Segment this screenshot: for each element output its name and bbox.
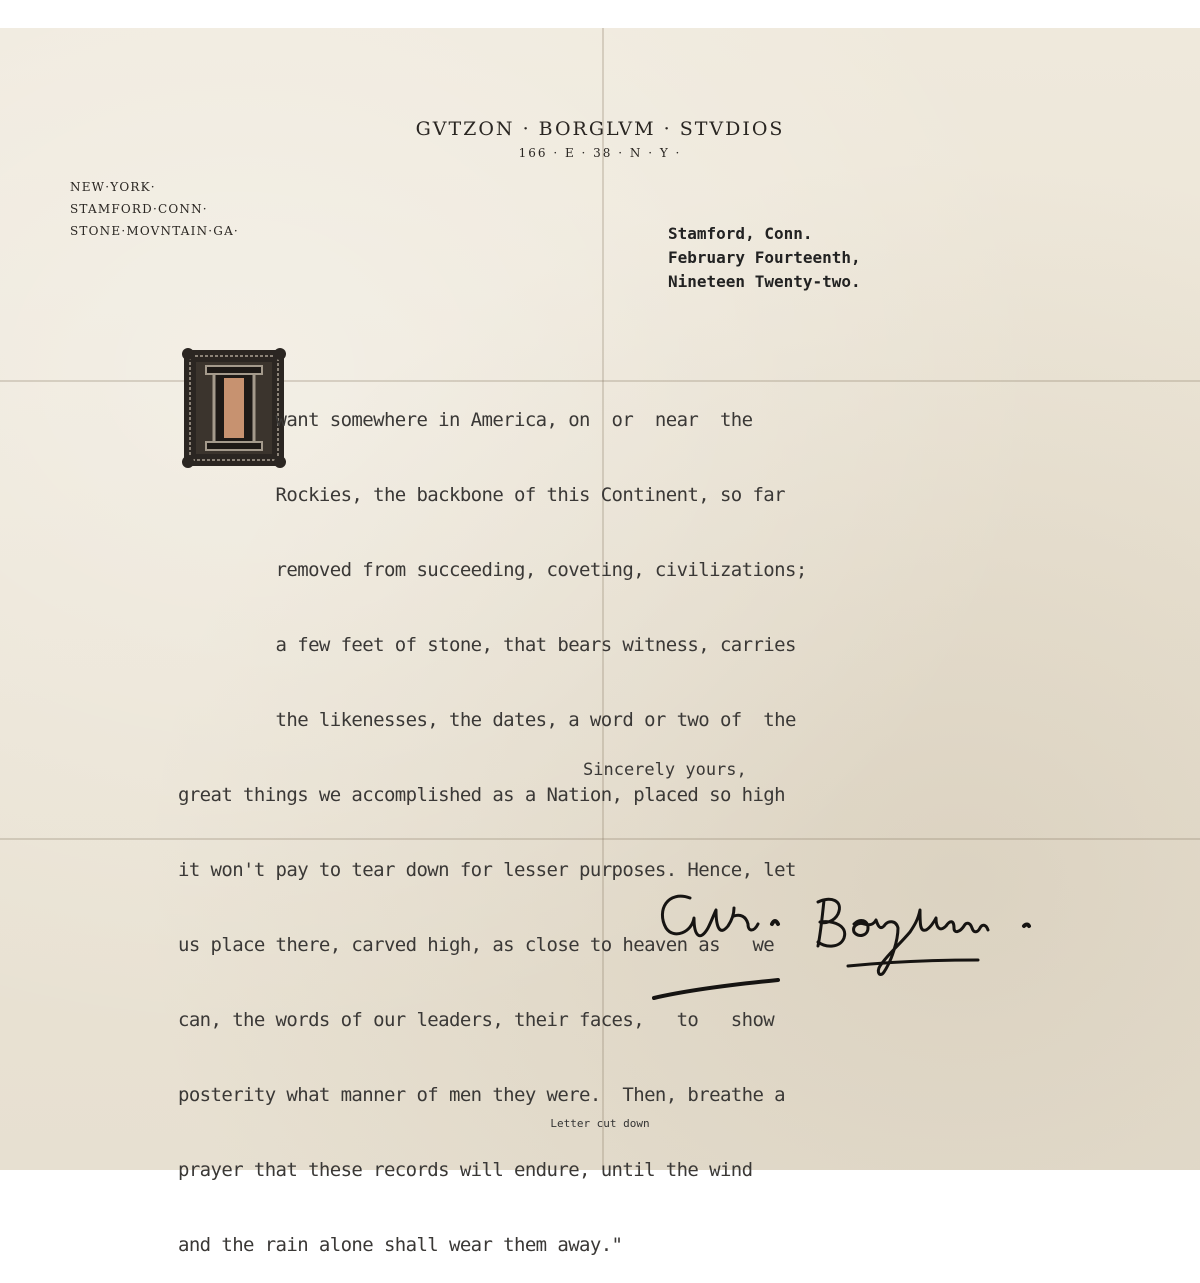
closing: Sincerely yours, [583,760,747,780]
dateline-place: Stamford, Conn. [668,224,813,243]
location-new-york: NEW·YORK· [70,180,156,194]
studio-locations [70,176,239,242]
body-line: great things we accomplished as a Nation, placed so high [178,784,785,806]
body-line: and the rain alone shall wear them away." [178,1234,623,1256]
body-line: the likenesses, the dates, a word or two of the [178,709,796,731]
body-line: a few feet of stone, that bears witness, carries [178,634,796,656]
dateline-year: Nineteen Twenty-two. [668,272,861,291]
body-line: want somewhere in America, on or near the [178,409,753,431]
letterhead-title: GVTZON · BORGLVM · STVDIOS [415,118,785,140]
letterhead-address: 166 · E · 38 · N · Y · [518,146,682,160]
dateline [668,222,861,294]
location-stone-mountain: STONE·MOVNTAIN·GA· [70,224,239,238]
dateline-date: February Fourteenth, [668,248,861,267]
body-line: Rockies, the backbone of this Continent, so far [178,484,785,506]
body-line: prayer that these records will endure, until the wind [178,1159,753,1181]
footnote-letter-cut-down: Letter cut down [550,1117,650,1130]
letter-body [178,358,1028,1283]
body-line: can, the words of our leaders, their faces, to show [178,1009,775,1031]
location-stamford: STAMFORD·CONN· [70,202,208,216]
body-line: removed from succeeding, coveting, civilizations; [178,559,807,581]
handwritten-signature [648,880,1068,1010]
body-line: it won't pay to tear down for lesser purposes. Hence, let [178,859,796,881]
body-line: us place there, carved high, as close to heaven as we [178,934,775,956]
body-line: posterity what manner of men they were. Then, breathe a [178,1084,785,1106]
